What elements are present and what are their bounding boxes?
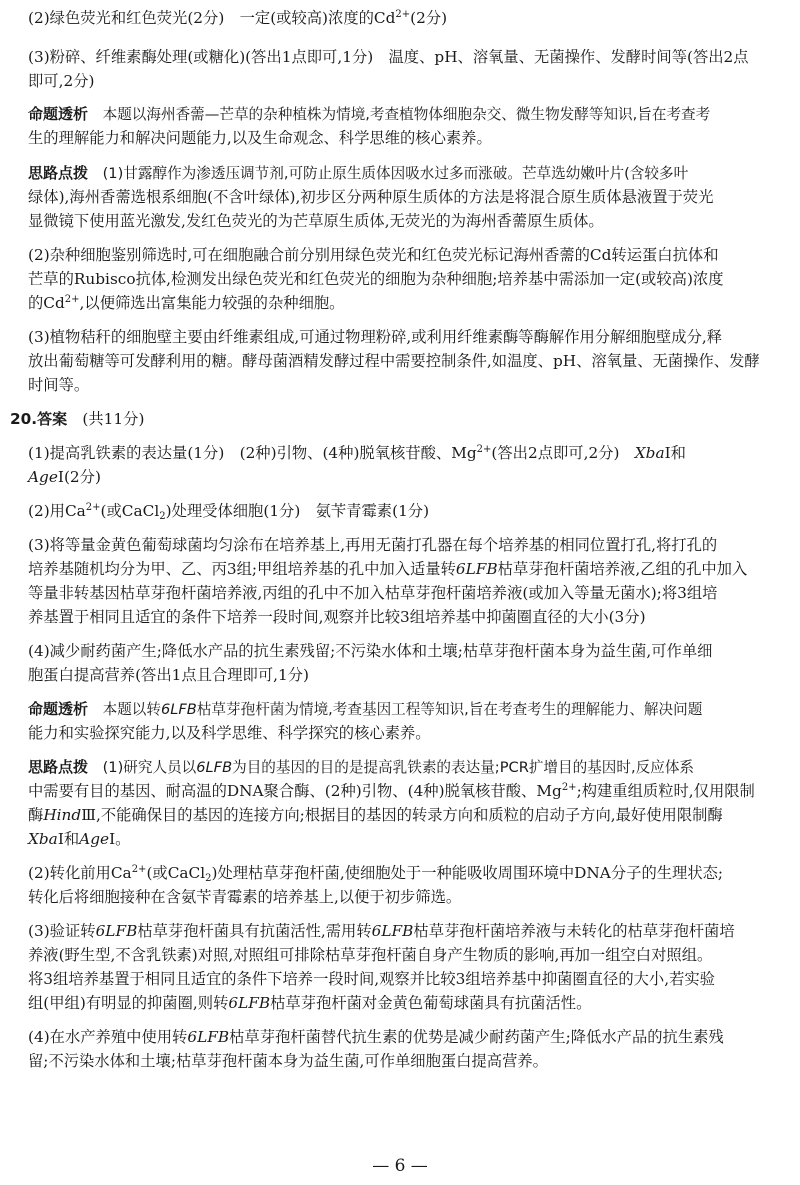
hint-20-1-line3: 酶HindⅢ,不能确保目的基因的连接方向;根据目的基因的转录方向和质粒的启动子方向,最好使用限制酶: [28, 806, 723, 824]
hint-19-3-line2: 放出葡萄糖等可发酵利用的糖。酵母菌酒精发酵过程中需要控制条件,如温度、pH、溶氧量、无菌操作、发酵: [28, 352, 760, 370]
hint-20-1-line2: 中需要有目的基因、耐高温的DNA聚合酶、(2种)引物、(4种)脱氧核苷酸、$Mg^{2+}$;构建重组质粒时,仅用限制: [28, 782, 755, 800]
answer-20-3-line2: 培养基随机均分为甲、乙、丙3组;甲组培养基的孔中加入适量转6LFB枯草芽孢杆菌培养液,乙组的孔中加入: [28, 560, 748, 578]
page-number: — 6 —: [372, 1156, 428, 1176]
hint-19-line2: 绿体),海州香薷选根系细胞(不含叶绿体),初步区分两种原生质体的方法是将混合原生质体悬液置于荧光: [28, 188, 714, 206]
answer-20-4-line1: (4)减少耐药菌产生;降低水产品的抗生素残留;不污染水体和土壤;枯草芽孢杆菌本身为益生菌,可作单细: [28, 642, 713, 660]
answer-20-1-line1: (1)提高乳铁素的表达量(1分) (2种)引物、(4种)脱氧核苷酸、$Mg^{2+}$(答出2点即可,2分) XbaⅠ和: [28, 444, 686, 462]
hint-20-2-line2: 转化后将细胞接种在含氨苄青霉素的培养基上,以便于初步筛选。: [28, 888, 462, 906]
answer-20-heading: 20.答案 (共11分): [10, 410, 145, 428]
answer-20-3-line1: (3)将等量金黄色葡萄球菌均匀涂布在培养基上,再用无菌打孔器在每个培养基的相同位置打孔,将打孔的: [28, 536, 718, 554]
answer-19-2: (2)绿色荧光和红色荧光(2分) 一定(或较高)浓度的$Cd^{2+}(2$分): [28, 9, 448, 27]
answer-20-1-line2: AgeⅠ(2分): [28, 468, 101, 486]
hint-20-4-line1: (4)在水产养殖中使用转6LFB枯草芽孢杆菌替代抗生素的优势是减少耐药菌产生;降低水产品的抗生素残: [28, 1028, 724, 1046]
analysis-20-line2: 能力和实验探究能力,以及科学思维、科学探究的核心素养。: [28, 724, 431, 742]
hint-19-3-line3: 时间等。: [28, 376, 90, 394]
hint-19-line1: 思路点拨 (1)甘露醇作为渗透压调节剂,可防止原生质体因吸水过多而涨破。芒草选幼嫩叶片(含较多叶: [28, 164, 689, 182]
hint-19-2-line2: 芒草的Rubisco抗体,检测发出绿色荧光和红色荧光的细胞为杂种细胞;培养基中需添加一定(或较高)浓度: [28, 270, 724, 288]
hint-19-3-line1: (3)植物秸秆的细胞壁主要由纤维素组成,可通过物理粉碎,或利用纤维素酶等酶解作用分解细胞壁成分,释: [28, 328, 723, 346]
answer-19-3-line2: 即可,2分): [28, 72, 95, 90]
hint-20-3-line4: 组(甲组)有明显的抑菌圈,则转6LFB枯草芽孢杆菌对金黄色葡萄球菌具有抗菌活性。: [28, 994, 592, 1012]
hint-20-1-line4: XbaⅠ和AgeⅠ。: [28, 830, 131, 848]
hint-19-2-line3: 的$Cd^{2+}$,以便筛选出富集能力较强的杂种细胞。: [28, 294, 345, 312]
hint-20-2-line1: (2)转化前用$Ca^{2+}$(或CaCl$_2$)处理枯草芽孢杆菌,使细胞处于一种能吸收周围环境中DNA分子的生理状态;: [28, 864, 724, 884]
answer-20-4-line2: 胞蛋白提高营养(答出1点且合理即可,1分): [28, 666, 310, 684]
answer-20-3-line3: 等量非转基因枯草芽孢杆菌培养液,丙组的孔中不加入枯草芽孢杆菌培养液(或加入等量无菌水);将3组培: [28, 584, 718, 602]
answer-20-3-line4: 养基置于相同且适宜的条件下培养一段时间,观察并比较3组培养基中抑菌圈直径的大小(3分): [28, 608, 646, 626]
answer-19-3-line1: (3)粉碎、纤维素酶处理(或糖化)(答出1点即可,1分) 温度、pH、溶氧量、无菌操作、发酵时间等(答出2点: [28, 48, 749, 66]
hint-20-1-line1: 思路点拨 (1)研究人员以6LFB为目的基因的目的是提高乳铁素的表达量;PCR扩增目的基因时,反应体系: [28, 758, 695, 776]
hint-19-line3: 显微镜下使用蓝光激发,发红色荧光的为芒草原生质体,无荧光的为海州香薷原生质体。: [28, 212, 604, 230]
analysis-19-line2: 生的理解能力和解决问题能力,以及生命观念、科学思维的核心素养。: [28, 129, 492, 147]
hint-20-3-line3: 将3组培养基置于相同且适宜的条件下培养一段时间,观察并比较3组培养基中抑菌圈直径的大小,若实验: [28, 970, 715, 988]
hint-20-4-line2: 留;不污染水体和土壤;枯草芽孢杆菌本身为益生菌,可作单细胞蛋白提高营养。: [28, 1052, 548, 1070]
analysis-19-line1: 命题透析 本题以海州香薷—芒草的杂种植株为情境,考查植物体细胞杂交、微生物发酵等知识,旨在考查考: [28, 105, 711, 123]
hint-19-2-line1: (2)杂种细胞鉴别筛选时,可在细胞融合前分别用绿色荧光和红色荧光标记海州香薷的Cd转运蛋白抗体和: [28, 246, 719, 264]
hint-20-3-line2: 养液(野生型,不含乳铁素)对照,对照组可排除枯草芽孢杆菌自身产生物质的影响,再加一组空白对照组。: [28, 946, 713, 964]
hint-20-3-line1: (3)验证转6LFB枯草芽孢杆菌具有抗菌活性,需用转6LFB枯草芽孢杆菌培养液与未转化的枯草芽孢杆菌培: [28, 922, 735, 940]
answer-20-2: (2)用$Ca^{2+}$(或CaCl$_2$)处理受体细胞(1分) 氨苄青霉素(1分): [28, 502, 430, 522]
analysis-20-line1: 命题透析 本题以转6LFB枯草芽孢杆菌为情境,考查基因工程等知识,旨在考查考生的理解能力、解决问题: [28, 700, 703, 718]
